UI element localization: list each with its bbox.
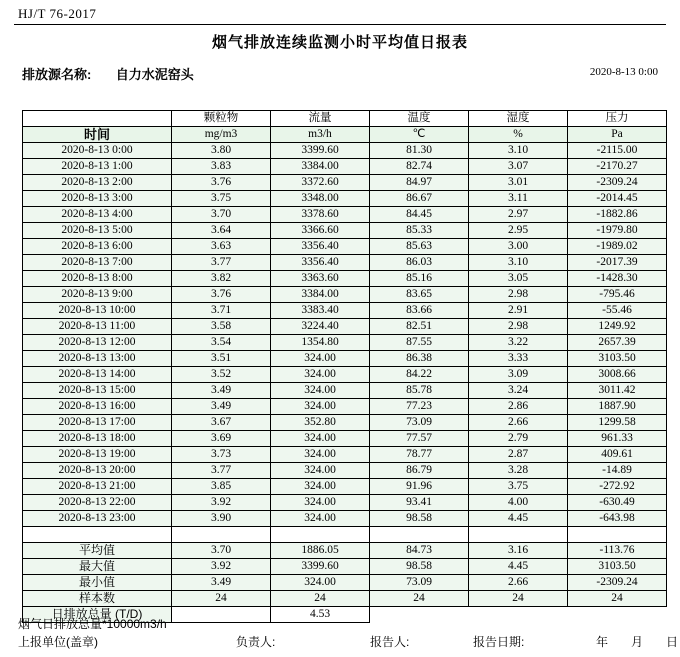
row-time: 2020-8-13 13:00	[23, 351, 172, 367]
row-value-0: 3.54	[172, 335, 271, 351]
row-value-0: 3.82	[172, 271, 271, 287]
table-row	[23, 335, 667, 351]
row-value-3: 3.09	[469, 367, 568, 383]
summary-value-4: 3103.50	[568, 559, 667, 575]
footer-day-label: 日	[666, 635, 679, 649]
footer-seal-label: 上报单位(盖章)	[18, 635, 98, 649]
row-value-2: 93.41	[370, 495, 469, 511]
row-value-0: 3.71	[172, 303, 271, 319]
row-value-2: 86.38	[370, 351, 469, 367]
table-row	[23, 303, 667, 319]
header-divider	[14, 24, 666, 25]
row-value-1: 3366.60	[271, 223, 370, 239]
page-title: 烟气排放连续监测小时平均值日报表	[211, 34, 468, 51]
summary-value-1: 24	[271, 591, 370, 607]
row-value-1: 324.00	[271, 447, 370, 463]
column-unit-0: mg/m3	[172, 127, 271, 143]
table-row	[23, 143, 667, 159]
row-value-2: 73.09	[370, 415, 469, 431]
table-row	[23, 367, 667, 383]
row-value-3: 2.95	[469, 223, 568, 239]
row-value-2: 77.23	[370, 399, 469, 415]
row-value-4: 3008.66	[568, 367, 667, 383]
row-time: 2020-8-13 21:00	[23, 479, 172, 495]
summary-value-0: 24	[172, 591, 271, 607]
table-row	[23, 175, 667, 191]
row-value-3: 2.97	[469, 207, 568, 223]
row-value-4: 1887.90	[568, 399, 667, 415]
summary-value-1: 324.00	[271, 575, 370, 591]
summary-label: 最小值	[23, 575, 172, 591]
row-value-4: 1299.58	[568, 415, 667, 431]
table-row	[23, 207, 667, 223]
row-time: 2020-8-13 15:00	[23, 383, 172, 399]
summary-row	[23, 543, 667, 559]
row-value-4: 3011.42	[568, 383, 667, 399]
row-value-3: 2.79	[469, 431, 568, 447]
row-value-0: 3.64	[172, 223, 271, 239]
row-value-2: 83.65	[370, 287, 469, 303]
row-value-2: 85.78	[370, 383, 469, 399]
row-value-4: -1989.02	[568, 239, 667, 255]
row-value-3: 3.24	[469, 383, 568, 399]
row-time: 2020-8-13 10:00	[23, 303, 172, 319]
column-header-3: 湿度	[469, 111, 568, 127]
row-value-2: 84.22	[370, 367, 469, 383]
row-value-0: 3.92	[172, 495, 271, 511]
row-value-3: 3.22	[469, 335, 568, 351]
summary-label: 平均值	[23, 543, 172, 559]
summary-label: 样本数	[23, 591, 172, 607]
row-value-2: 91.96	[370, 479, 469, 495]
row-value-0: 3.80	[172, 143, 271, 159]
row-value-2: 82.51	[370, 319, 469, 335]
row-value-3: 3.10	[469, 255, 568, 271]
table-row	[23, 351, 667, 367]
row-value-1: 3399.60	[271, 143, 370, 159]
row-value-0: 3.49	[172, 399, 271, 415]
footer-year-label: 年	[596, 635, 609, 649]
row-value-3: 2.66	[469, 415, 568, 431]
footer-month-label: 月	[631, 635, 644, 649]
row-value-0: 3.85	[172, 479, 271, 495]
table-row	[23, 479, 667, 495]
column-unit-4: Pa	[568, 127, 667, 143]
row-value-0: 3.63	[172, 239, 271, 255]
row-time: 2020-8-13 14:00	[23, 367, 172, 383]
row-value-4: 3103.50	[568, 351, 667, 367]
row-value-4: 2657.39	[568, 335, 667, 351]
row-value-2: 86.03	[370, 255, 469, 271]
row-value-2: 78.77	[370, 447, 469, 463]
row-time: 2020-8-13 9:00	[23, 287, 172, 303]
table-row	[23, 431, 667, 447]
summary-value-0: 3.70	[172, 543, 271, 559]
summary-label: 最大值	[23, 559, 172, 575]
column-header-2: 温度	[370, 111, 469, 127]
row-value-3: 3.00	[469, 239, 568, 255]
summary-value-3: 4.45	[469, 559, 568, 575]
summary-value-3: 24	[469, 591, 568, 607]
row-time: 2020-8-13 2:00	[23, 175, 172, 191]
table-header-units	[23, 127, 667, 143]
table-row	[23, 415, 667, 431]
row-time: 2020-8-13 22:00	[23, 495, 172, 511]
row-value-3: 3.07	[469, 159, 568, 175]
summary-value-1: 1886.05	[271, 543, 370, 559]
row-value-3: 3.33	[469, 351, 568, 367]
summary-value-1: 3399.60	[271, 559, 370, 575]
summary-value-4: 24	[568, 591, 667, 607]
table-row	[23, 159, 667, 175]
footer-reporter-label: 报告人:	[370, 635, 410, 649]
row-value-3: 2.87	[469, 447, 568, 463]
summary-row	[23, 591, 667, 607]
row-time: 2020-8-13 0:00	[23, 143, 172, 159]
row-value-0: 3.49	[172, 383, 271, 399]
row-value-0: 3.76	[172, 175, 271, 191]
header-blank-cell	[23, 111, 172, 127]
summary-row	[23, 575, 667, 591]
summary-value-3: 3.16	[469, 543, 568, 559]
row-value-0: 3.69	[172, 431, 271, 447]
row-value-3: 3.75	[469, 479, 568, 495]
table-row	[23, 319, 667, 335]
row-value-1: 324.00	[271, 383, 370, 399]
row-value-4: -2017.39	[568, 255, 667, 271]
row-value-0: 3.70	[172, 207, 271, 223]
row-value-3: 3.10	[469, 143, 568, 159]
row-value-2: 85.16	[370, 271, 469, 287]
row-value-3: 3.01	[469, 175, 568, 191]
summary-value-2: 24	[370, 591, 469, 607]
row-value-3: 2.86	[469, 399, 568, 415]
row-value-1: 324.00	[271, 511, 370, 527]
row-value-4: -795.46	[568, 287, 667, 303]
header-time-label: 时间	[23, 127, 172, 143]
row-value-0: 3.83	[172, 159, 271, 175]
row-value-2: 86.79	[370, 463, 469, 479]
row-value-1: 3384.00	[271, 287, 370, 303]
table-row	[23, 447, 667, 463]
summary-row	[23, 559, 667, 575]
row-value-3: 3.11	[469, 191, 568, 207]
row-time: 2020-8-13 19:00	[23, 447, 172, 463]
row-value-0: 3.90	[172, 511, 271, 527]
row-value-4: -2014.45	[568, 191, 667, 207]
row-value-4: -1882.86	[568, 207, 667, 223]
row-value-4: -272.92	[568, 479, 667, 495]
total-value: 4.53	[271, 607, 370, 623]
source-label: 排放源名称:	[22, 67, 92, 82]
row-value-4: -1979.80	[568, 223, 667, 239]
table-row	[23, 239, 667, 255]
summary-value-2: 84.73	[370, 543, 469, 559]
summary-value-0: 3.49	[172, 575, 271, 591]
row-value-4: 1249.92	[568, 319, 667, 335]
source-value: 自力水泥窑头	[115, 67, 194, 82]
row-value-1: 3384.00	[271, 159, 370, 175]
table-row	[23, 255, 667, 271]
row-time: 2020-8-13 6:00	[23, 239, 172, 255]
row-value-3: 2.98	[469, 287, 568, 303]
report-table	[22, 110, 667, 623]
row-value-4: 961.33	[568, 431, 667, 447]
row-time: 2020-8-13 7:00	[23, 255, 172, 271]
row-value-2: 85.33	[370, 223, 469, 239]
row-value-0: 3.76	[172, 287, 271, 303]
footer-signature-row	[18, 633, 679, 651]
source-row	[22, 64, 658, 84]
row-value-2: 84.97	[370, 175, 469, 191]
row-value-0: 3.51	[172, 351, 271, 367]
row-value-3: 4.00	[469, 495, 568, 511]
row-time: 2020-8-13 20:00	[23, 463, 172, 479]
row-value-2: 81.30	[370, 143, 469, 159]
row-value-3: 3.05	[469, 271, 568, 287]
row-value-4: -55.46	[568, 303, 667, 319]
row-time: 2020-8-13 8:00	[23, 271, 172, 287]
row-value-0: 3.67	[172, 415, 271, 431]
row-value-2: 82.74	[370, 159, 469, 175]
row-value-1: 3378.60	[271, 207, 370, 223]
row-value-2: 87.55	[370, 335, 469, 351]
table-row	[23, 399, 667, 415]
summary-value-4: -113.76	[568, 543, 667, 559]
report-datetime: 2020-8-13 0:00	[589, 66, 658, 78]
row-value-1: 3348.00	[271, 191, 370, 207]
row-value-1: 324.00	[271, 367, 370, 383]
summary-value-2: 73.09	[370, 575, 469, 591]
row-value-4: -1428.30	[568, 271, 667, 287]
row-time: 2020-8-13 1:00	[23, 159, 172, 175]
footer-note: 烟气日排放总量*10000m3/h	[18, 617, 167, 631]
row-time: 2020-8-13 17:00	[23, 415, 172, 431]
table-header-names	[23, 111, 667, 127]
row-value-2: 85.63	[370, 239, 469, 255]
row-value-3: 2.91	[469, 303, 568, 319]
footer-responsible-label: 负责人:	[236, 635, 276, 649]
total-label: 日排放总量 (T/D)	[23, 607, 172, 623]
standard-code: HJ/T 76-2017	[18, 6, 97, 21]
row-value-4: -2309.24	[568, 175, 667, 191]
summary-value-2: 98.58	[370, 559, 469, 575]
row-time: 2020-8-13 18:00	[23, 431, 172, 447]
row-value-3: 3.28	[469, 463, 568, 479]
footer	[18, 617, 679, 651]
row-time: 2020-8-13 16:00	[23, 399, 172, 415]
table-body	[23, 111, 667, 623]
row-value-2: 84.45	[370, 207, 469, 223]
footer-report-date-label: 报告日期:	[473, 635, 525, 649]
row-value-2: 83.66	[370, 303, 469, 319]
column-header-1: 流量	[271, 111, 370, 127]
row-value-1: 324.00	[271, 351, 370, 367]
column-unit-3: %	[469, 127, 568, 143]
row-value-4: -643.98	[568, 511, 667, 527]
row-value-1: 3372.60	[271, 175, 370, 191]
row-value-2: 77.57	[370, 431, 469, 447]
row-time: 2020-8-13 4:00	[23, 207, 172, 223]
table-row	[23, 287, 667, 303]
row-value-1: 3356.40	[271, 255, 370, 271]
row-value-0: 3.73	[172, 447, 271, 463]
row-value-2: 86.67	[370, 191, 469, 207]
column-header-0: 颗粒物	[172, 111, 271, 127]
row-value-1: 324.00	[271, 463, 370, 479]
table-row	[23, 223, 667, 239]
row-value-1: 1354.80	[271, 335, 370, 351]
row-time: 2020-8-13 11:00	[23, 319, 172, 335]
row-value-3: 2.98	[469, 319, 568, 335]
row-value-1: 324.00	[271, 431, 370, 447]
column-unit-2: ℃	[370, 127, 469, 143]
table-row	[23, 383, 667, 399]
table-row	[23, 271, 667, 287]
row-value-4: -2115.00	[568, 143, 667, 159]
row-time: 2020-8-13 5:00	[23, 223, 172, 239]
row-value-0: 3.77	[172, 255, 271, 271]
table-row	[23, 511, 667, 527]
row-value-1: 324.00	[271, 495, 370, 511]
column-header-4: 压力	[568, 111, 667, 127]
row-value-4: -14.89	[568, 463, 667, 479]
summary-value-0: 3.92	[172, 559, 271, 575]
table-spacer-row	[23, 527, 667, 543]
row-value-1: 324.00	[271, 479, 370, 495]
row-value-3: 4.45	[469, 511, 568, 527]
row-value-1: 3363.60	[271, 271, 370, 287]
row-value-0: 3.75	[172, 191, 271, 207]
row-value-4: 409.61	[568, 447, 667, 463]
column-unit-1: m3/h	[271, 127, 370, 143]
row-value-2: 98.58	[370, 511, 469, 527]
row-value-1: 352.80	[271, 415, 370, 431]
row-value-0: 3.52	[172, 367, 271, 383]
row-value-1: 324.00	[271, 399, 370, 415]
row-time: 2020-8-13 23:00	[23, 511, 172, 527]
row-value-4: -2170.27	[568, 159, 667, 175]
table-row	[23, 495, 667, 511]
row-value-0: 3.77	[172, 463, 271, 479]
row-value-1: 3356.40	[271, 239, 370, 255]
row-value-1: 3383.40	[271, 303, 370, 319]
row-value-0: 3.58	[172, 319, 271, 335]
table-row	[23, 463, 667, 479]
table-row	[23, 191, 667, 207]
row-value-1: 3224.40	[271, 319, 370, 335]
row-value-4: -630.49	[568, 495, 667, 511]
summary-value-3: 2.66	[469, 575, 568, 591]
summary-value-4: -2309.24	[568, 575, 667, 591]
row-time: 2020-8-13 3:00	[23, 191, 172, 207]
row-time: 2020-8-13 12:00	[23, 335, 172, 351]
